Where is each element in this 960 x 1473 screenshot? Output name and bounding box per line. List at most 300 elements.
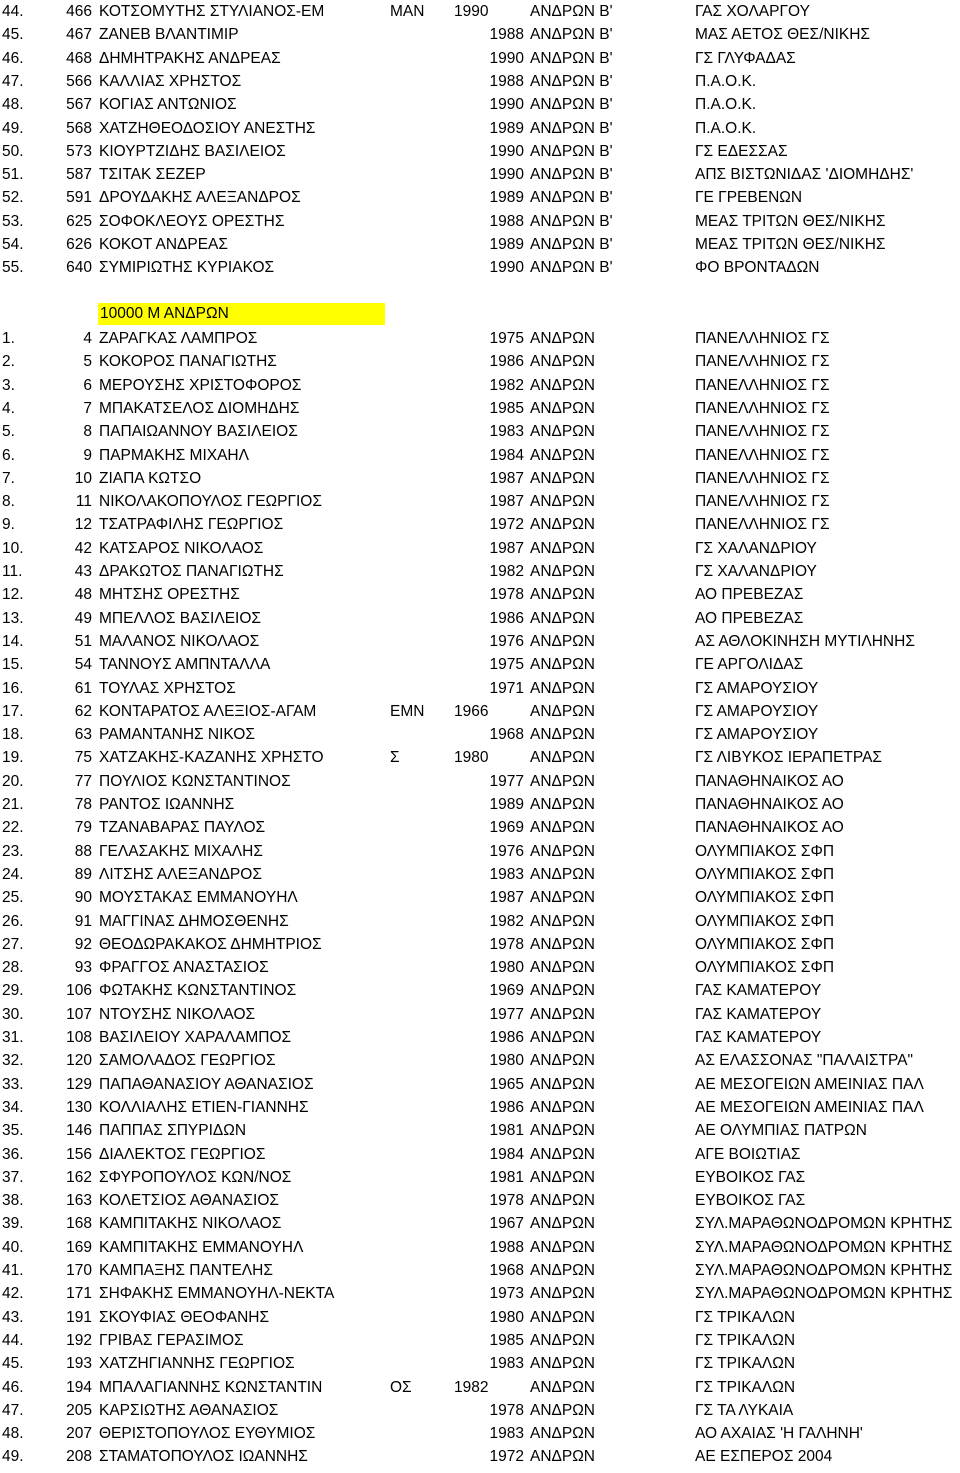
bib-cell: 168 (66, 1215, 92, 1233)
athlete-name-cell: ΚΟΛΕΤΣΙΟΣ ΑΘΑΝΑΣΙΟΣ (99, 1192, 279, 1210)
category-cell: ΑΝΔΡΩΝ (530, 912, 596, 930)
category-cell: ΑΝΔΡΩΝ (530, 749, 596, 767)
bib-cell: 156 (66, 1145, 92, 1163)
table-row (0, 327, 960, 350)
table-row (0, 1073, 960, 1096)
table-row (0, 23, 960, 46)
position-cell: 39. (2, 1215, 24, 1233)
athlete-name-cell: ΧΑΤΖΗΘΕΟΔΟΣΙΟΥ ΑΝΕΣΤΗΣ (99, 119, 316, 137)
bib-cell: 130 (66, 1098, 92, 1116)
position-cell: 14. (2, 632, 24, 650)
athlete-name-cell: ΣΥΜΙΡΙΩΤΗΣ ΚΥΡΙΑΚΟΣ (99, 259, 275, 277)
athlete-name-cell: ΔΗΜΗΤΡΑΚΗΣ ΑΝΔΡΕΑΣ (99, 49, 281, 67)
club-cell: ΓΑΣ ΚΑΜΑΤΕΡΟΥ (695, 1005, 822, 1023)
position-cell: 24. (2, 865, 24, 883)
bib-cell: 120 (66, 1052, 92, 1070)
category-cell: ΑΝΔΡΩΝ (530, 1168, 596, 1186)
club-cell: ΓΣ ΓΛΥΦΑΔΑΣ (695, 49, 796, 67)
table-row (0, 1212, 960, 1235)
position-cell: 27. (2, 935, 24, 953)
year-cell: 1990 (489, 142, 524, 160)
category-cell: ΑΝΔΡΩΝ (530, 679, 596, 697)
athlete-name-cell: ΚΟΚΟΤ ΑΝΔΡΕΑΣ (99, 236, 228, 253)
club-cell: ΓΣ ΑΜΑΡΟΥΣΙΟΥ (695, 679, 819, 697)
athlete-name-cell: ΜΕΡΟΥΣΗΣ ΧΡΙΣΤΟΦΟΡΟΣ (99, 376, 302, 394)
category-cell: ΑΝΔΡΩΝ Β' (530, 3, 613, 20)
position-cell: 2. (2, 353, 15, 371)
category-cell: ΑΝΔΡΩΝ Β' (530, 189, 613, 207)
table-row (0, 1189, 960, 1212)
athlete-name-cell: ΚΟΓΙΑΣ ΑΝΤΩΝΙΟΣ (99, 96, 237, 114)
table-row (0, 233, 960, 256)
year-cell: 1983 (489, 865, 524, 883)
category-cell: ΑΝΔΡΩΝ (530, 1122, 596, 1140)
category-cell: ΑΝΔΡΩΝ (530, 609, 596, 627)
category-cell: ΑΝΔΡΩΝ Β' (530, 49, 613, 67)
table-row (0, 490, 960, 513)
club-cell: ΓΑΣ ΚΑΜΑΤΕΡΟΥ (695, 982, 822, 1000)
club-cell: ΑΕ ΜΕΣΟΓΕΙΩΝ ΑΜΕΙΝΙΑΣ ΠΑΛ (695, 1075, 924, 1093)
club-cell: ΦΟ ΒΡΟΝΤΑΔΩΝ (695, 259, 820, 277)
category-cell: ΑΝΔΡΩΝ (530, 1448, 596, 1466)
athlete-name-cell: ZANEB ΒΛΑΝΤΙΜΙΡ (99, 26, 239, 44)
bib-cell: 192 (66, 1331, 92, 1349)
year-cell: 1976 (489, 842, 524, 860)
year-cell: 1972 (489, 516, 524, 534)
athlete-name-cell: ΡΑΝΤΟΣ ΙΩΑΝΝΗΣ (99, 796, 235, 813)
club-cell: ΣΥΛ.ΜΑΡΑΘΩΝΟΔΡΟΜΩΝ ΚΡΗΤΗΣ (695, 1285, 953, 1303)
bib-cell: 11 (75, 493, 92, 511)
athlete-name-cell: ΤΑΝΝΟΥΣ ΑΜΠΝΤΑΛΛΑ (99, 656, 271, 674)
position-cell: 48. (2, 1425, 24, 1443)
table-row (0, 979, 960, 1002)
athlete-name-cell: ΣΟΦΟΚΛΕΟΥΣ ΟΡΕΣΤΗΣ (99, 212, 285, 230)
position-cell: 44. (2, 1331, 24, 1349)
year-cell: 1983 (489, 423, 524, 441)
bib-cell: 170 (66, 1262, 92, 1279)
year-cell: 1988 (489, 1238, 524, 1256)
table-row (0, 1329, 960, 1352)
athlete-name-cell: ΤΣΑΤΡΑΦΙΛΗΣ ΓΕΩΡΓΙΟΣ (99, 516, 284, 534)
bib-cell: 10 (74, 469, 92, 487)
category-cell: ΑΝΔΡΩΝ Β' (530, 259, 613, 277)
position-cell: 46. (2, 49, 24, 67)
category-cell: ΑΝΔΡΩΝ Β' (530, 72, 613, 90)
bib-cell: 62 (74, 702, 92, 720)
table-row (0, 560, 960, 583)
year-cell: 1987 (489, 539, 524, 557)
table-row (0, 397, 960, 420)
name-overflow-cell: Σ (390, 749, 400, 767)
club-cell: ΠΑΝΕΛΛΗΝΙΟΣ ΓΣ (695, 376, 830, 394)
athlete-name-cell: ΜΠΑΛΑΓΙΑΝΝΗΣ ΚΩΝΣΤΑΝΤΙΝ (99, 1378, 323, 1396)
year-cell: 1986 (489, 1029, 524, 1046)
club-cell: ΓΣ ΧΑΛΑΝΔΡΙΟΥ (695, 563, 817, 580)
position-cell: 55. (2, 259, 24, 277)
position-cell: 47. (2, 1401, 24, 1419)
year-cell: 1982 (489, 563, 524, 580)
club-cell: ΠΑΝΑΘΗΝΑΙΚΟΣ ΑΟ (695, 796, 844, 813)
category-cell: ΑΝΔΡΩΝ (530, 1098, 596, 1116)
table-row (0, 1143, 960, 1166)
club-cell: ΑΟ ΠΡΕΒΕΖΑΣ (695, 586, 804, 604)
table-row (0, 746, 960, 769)
category-cell: ΑΝΔΡΩΝ (530, 865, 596, 883)
club-cell: ΓΑΣ ΚΑΜΑΤΕΡΟΥ (695, 1029, 822, 1046)
club-cell: ΓΕ ΑΡΓΟΛΙΔΑΣ (695, 656, 804, 674)
position-cell: 52. (2, 189, 24, 207)
club-cell: ΑΕ ΕΣΠΕΡΟΣ 2004 (695, 1448, 833, 1466)
table-row (0, 863, 960, 886)
bib-cell: 63 (74, 726, 92, 744)
club-cell: ΠΑΝΑΘΗΝΑΙΚΟΣ ΑΟ (695, 819, 844, 837)
athlete-name-cell: ΧΑΤΖΗΓΙΑΝΝΗΣ ΓΕΩΡΓΙΟΣ (99, 1355, 295, 1373)
bib-cell: 88 (74, 842, 92, 860)
club-cell: ΑΟ ΑΧΑΙΑΣ 'Η ΓΑΛΗΝΗ' (695, 1425, 863, 1443)
athlete-name-cell: ΜΑΓΓΙΝΑΣ ΔΗΜΟΣΘΕΝΗΣ (99, 912, 289, 930)
club-cell: ΠΑΝΕΛΛΗΝΙΟΣ ΓΣ (695, 469, 830, 487)
athlete-name-cell: ΚΑΜΠΑΞΗΣ ΠΑΝΤΕΛΗΣ (99, 1262, 273, 1279)
bib-cell: 4 (83, 330, 92, 347)
category-cell: ΑΝΔΡΩΝ (530, 493, 596, 511)
position-cell: 49. (2, 1448, 24, 1466)
club-cell: ΓΕ ΓΡΕΒΕΝΩΝ (695, 189, 803, 207)
table-row (0, 374, 960, 397)
athlete-name-cell: ΠΑΡΜΑΚΗΣ ΜΙΧΑΗΛ (99, 446, 249, 464)
club-cell: ΠΑΝΕΛΛΗΝΙΟΣ ΓΣ (695, 516, 830, 534)
bib-cell: 591 (66, 189, 92, 207)
club-cell: ΓΣ ΤΡΙΚΑΛΩΝ (695, 1331, 796, 1349)
club-cell: ΕΥΒΟΙΚΟΣ ΓΑΣ (695, 1192, 806, 1210)
athlete-name-cell: ΔΡΟΥΔΑΚΗΣ ΑΛΕΞΑΝΔΡΟΣ (99, 189, 301, 207)
athlete-name-cell: ΣΗΦΑΚΗΣ ΕΜΜΑΝΟΥΗΛ-ΝΕΚΤΑ (99, 1285, 335, 1303)
table-row (0, 467, 960, 490)
year-cell: 1980 (489, 959, 524, 977)
position-cell: 17. (2, 702, 24, 720)
category-cell: ΑΝΔΡΩΝ Β' (530, 142, 613, 160)
year-cell: 1986 (489, 353, 524, 371)
position-cell: 51. (2, 166, 24, 184)
bib-cell: 90 (74, 889, 92, 907)
club-cell: ΟΛΥΜΠΙΑΚΟΣ ΣΦΠ (695, 912, 835, 930)
category-cell: ΑΝΔΡΩΝ (530, 1192, 596, 1210)
athlete-name-cell: ΤΟΥΛΑΣ ΧΡΗΣΤΟΣ (99, 679, 236, 697)
club-cell: ΕΥΒΟΙΚΟΣ ΓΑΣ (695, 1168, 806, 1186)
position-cell: 3. (2, 376, 15, 394)
category-cell: ΑΝΔΡΩΝ (530, 539, 596, 557)
position-cell: 35. (2, 1122, 24, 1140)
bib-cell: 43 (74, 563, 92, 580)
table-row (0, 1026, 960, 1049)
year-cell: 1981 (489, 1168, 524, 1186)
year-cell: 1988 (489, 72, 524, 90)
year-cell: 1990 (489, 96, 524, 114)
position-cell: 32. (2, 1052, 24, 1070)
category-cell: ΑΝΔΡΩΝ (530, 1285, 596, 1303)
bib-cell: 625 (66, 212, 92, 230)
club-cell: ΑΣ ΕΛΑΣΣΟΝΑΣ "ΠΑΛΑΙΣΤΡΑ" (695, 1052, 914, 1070)
athlete-name-cell: ΣΚΟΥΦΙΑΣ ΘΕΟΦΑΝΗΣ (99, 1308, 270, 1326)
athlete-name-cell: ΘΕΡΙΣΤΟΠΟΥΛΟΣ ΕΥΘΥΜΙΟΣ (99, 1425, 316, 1443)
club-cell: ΜΕΑΣ ΤΡΙΤΩΝ ΘΕΣ/ΝΙΚΗΣ (695, 236, 886, 253)
table-row (0, 1236, 960, 1259)
year-cell: 1976 (489, 632, 524, 650)
table-row (0, 513, 960, 536)
bib-cell: 49 (74, 609, 92, 627)
athlete-name-cell: ΦΩΤΑΚΗΣ ΚΩΝΣΤΑΝΤΙΝΟΣ (99, 982, 297, 1000)
club-cell: Π.Α.Ο.Κ. (695, 96, 757, 114)
year-cell: 1971 (489, 679, 524, 697)
year-cell: 1978 (489, 935, 524, 953)
table-row (0, 1049, 960, 1072)
table-row (0, 1003, 960, 1026)
bib-cell: 567 (66, 96, 92, 114)
athlete-name-cell: ΚΟΝΤΑΡΑΤΟΣ ΑΛΕΞΙΟΣ-ΑΓΑΜ (99, 702, 317, 720)
club-cell: ΟΛΥΜΠΙΑΚΟΣ ΣΦΠ (695, 865, 835, 883)
club-cell: ΑΣ ΑΘΛΟΚΙΝΗΣΗ ΜΥΤΙΛΗΝΗΣ (695, 632, 915, 650)
year-cell: 1990 (489, 49, 524, 67)
position-cell: 44. (2, 3, 24, 20)
table-row (0, 910, 960, 933)
position-cell: 26. (2, 912, 24, 930)
position-cell: 36. (2, 1145, 24, 1163)
club-cell: ΑΓΕ ΒΟΙΩΤΙΑΣ (695, 1145, 801, 1163)
category-cell: ΑΝΔΡΩΝ (530, 469, 596, 487)
category-cell: ΑΝΔΡΩΝ (530, 446, 596, 464)
section-title: 10000 Μ ΑΝΔΡΩΝ (98, 303, 385, 325)
position-cell: 54. (2, 236, 24, 253)
category-cell: ΑΝΔΡΩΝ (530, 1052, 596, 1070)
table-row (0, 770, 960, 793)
position-cell: 43. (2, 1308, 24, 1326)
club-cell: Π.Α.Ο.Κ. (695, 119, 757, 137)
bib-cell: 6 (83, 376, 92, 394)
club-cell: ΣΥΛ.ΜΑΡΑΘΩΝΟΔΡΟΜΩΝ ΚΡΗΤΗΣ (695, 1215, 953, 1233)
table-row (0, 1282, 960, 1305)
bib-cell: 79 (74, 819, 92, 837)
table-row (0, 700, 960, 723)
table-row (0, 607, 960, 630)
bib-cell: 106 (66, 982, 92, 1000)
position-cell: 19. (2, 749, 24, 767)
club-cell: ΣΥΛ.ΜΑΡΑΘΩΝΟΔΡΟΜΩΝ ΚΡΗΤΗΣ (695, 1238, 953, 1256)
position-cell: 1. (2, 330, 15, 347)
year-cell: 1990 (489, 166, 524, 184)
category-cell: ΑΝΔΡΩΝ (530, 1029, 596, 1046)
bib-cell: 626 (66, 236, 92, 253)
year-cell: 1989 (489, 236, 524, 253)
athlete-name-cell: ΠΑΠΑΙΩΑΝΝΟΥ ΒΑΣΙΛΕΙΟΣ (99, 423, 298, 441)
year-cell: 1980 (489, 1308, 524, 1326)
bib-cell: 93 (74, 959, 92, 977)
athlete-name-cell: ΡΑΜΑΝΤΑΝΗΣ ΝΙΚΟΣ (99, 726, 255, 744)
position-cell: 33. (2, 1075, 24, 1093)
bib-cell: 7 (83, 399, 92, 417)
bib-cell: 75 (74, 749, 92, 767)
category-cell: ΑΝΔΡΩΝ Β' (530, 96, 613, 114)
position-cell: 23. (2, 842, 24, 860)
club-cell: ΓΣ ΑΜΑΡΟΥΣΙΟΥ (695, 702, 819, 720)
bib-cell: 169 (66, 1238, 92, 1256)
club-cell: Π.Α.Ο.Κ. (695, 72, 757, 90)
position-cell: 25. (2, 889, 24, 907)
athlete-name-cell: ΚΟΤΣΟΜΥΤΗΣ ΣΤΥΛΙΑΝΟΣ-ΕΜ (99, 3, 325, 20)
category-cell: ΑΝΔΡΩΝ (530, 399, 596, 417)
category-cell: ΑΝΔΡΩΝ (530, 1401, 596, 1419)
athlete-name-cell: ΚΟΚΟΡΟΣ ΠΑΝΑΓΙΩΤΗΣ (99, 353, 277, 371)
year-cell: 1987 (489, 889, 524, 907)
table-row (0, 886, 960, 909)
athlete-name-cell: ΚΑΡΣΙΩΤΗΣ ΑΘΑΝΑΣΙΟΣ (99, 1401, 279, 1419)
bib-cell: 61 (74, 679, 92, 697)
table-row (0, 840, 960, 863)
bib-cell: 566 (66, 72, 92, 90)
club-cell: ΜΑΣ ΑΕΤΟΣ ΘΕΣ/ΝΙΚΗΣ (695, 26, 870, 44)
position-cell: 30. (2, 1005, 24, 1023)
club-cell: ΣΥΛ.ΜΑΡΑΘΩΝΟΔΡΟΜΩΝ ΚΡΗΤΗΣ (695, 1262, 953, 1279)
table-row (0, 1306, 960, 1329)
table-row (0, 956, 960, 979)
year-cell: 1973 (489, 1285, 524, 1303)
category-cell: ΑΝΔΡΩΝ (530, 423, 596, 441)
table-row (0, 1422, 960, 1445)
athlete-name-cell: ΚΑΛΛΙΑΣ ΧΡΗΣΤΟΣ (99, 72, 242, 90)
table-row (0, 677, 960, 700)
bib-cell: 9 (83, 446, 92, 464)
category-cell: ΑΝΔΡΩΝ (530, 656, 596, 674)
athlete-name-cell: ΦΡΑΓΓΟΣ ΑΝΑΣΤΑΣΙΟΣ (99, 959, 269, 977)
table-row (0, 653, 960, 676)
category-cell: ΑΝΔΡΩΝ (530, 702, 596, 720)
table-row (0, 816, 960, 839)
bib-cell: 78 (74, 796, 92, 813)
athlete-name-cell: ΜΟΥΣΤΑΚΑΣ ΕΜΜΑΝΟΥΗΛ (99, 889, 298, 907)
club-cell: ΓΣ ΤΡΙΚΑΛΩΝ (695, 1308, 796, 1326)
club-cell: ΟΛΥΜΠΙΑΚΟΣ ΣΦΠ (695, 842, 835, 860)
year-cell: 1978 (489, 586, 524, 604)
position-cell: 48. (2, 96, 24, 114)
bib-cell: 108 (66, 1029, 92, 1046)
year-cell: 1986 (489, 1098, 524, 1116)
club-cell: ΓΣ ΧΑΛΑΝΔΡΙΟΥ (695, 539, 817, 557)
table-row (0, 933, 960, 956)
club-cell: ΠΑΝΕΛΛΗΝΙΟΣ ΓΣ (695, 423, 830, 441)
category-cell: ΑΝΔΡΩΝ (530, 516, 596, 534)
position-cell: 49. (2, 119, 24, 137)
year-cell: 1986 (489, 609, 524, 627)
table-row (0, 1376, 960, 1399)
position-cell: 29. (2, 982, 24, 1000)
club-cell: ΠΑΝΕΛΛΗΝΙΟΣ ΓΣ (695, 493, 830, 511)
category-cell: ΑΝΔΡΩΝ Β' (530, 26, 613, 44)
category-cell: ΑΝΔΡΩΝ (530, 1425, 596, 1443)
athlete-name-cell: ΜΠΑΚΑΤΣΕΛΟΣ ΔΙΟΜΗΔΗΣ (99, 399, 300, 417)
category-cell: ΑΝΔΡΩΝ (530, 796, 596, 813)
club-cell: ΠΑΝΕΛΛΗΝΙΟΣ ΓΣ (695, 330, 830, 347)
bib-cell: 92 (74, 935, 92, 953)
year-cell: 1989 (489, 189, 524, 207)
position-cell: 41. (2, 1262, 24, 1279)
year-cell: 1972 (489, 1448, 524, 1466)
club-cell: ΟΛΥΜΠΙΑΚΟΣ ΣΦΠ (695, 889, 835, 907)
position-cell: 37. (2, 1168, 24, 1186)
category-cell: ΑΝΔΡΩΝ (530, 1262, 596, 1279)
table-row (0, 583, 960, 606)
table-row (0, 1166, 960, 1189)
bib-cell: 48 (74, 586, 92, 604)
name-overflow-cell: ΕΜΝ (390, 702, 425, 720)
bib-cell: 12 (74, 516, 92, 534)
bib-cell: 587 (66, 166, 92, 184)
year-cell: 1969 (489, 819, 524, 837)
club-cell: ΓΣ ΤΑ ΛΥΚΑΙΑ (695, 1401, 794, 1419)
table-row (0, 1399, 960, 1422)
athlete-name-cell: ΜΠΕΛΛΟΣ ΒΑΣΙΛΕΙΟΣ (99, 609, 261, 627)
category-cell: ΑΝΔΡΩΝ (530, 1145, 596, 1163)
athlete-name-cell: ΠΑΠΠΑΣ ΣΠΥΡΙΔΩΝ (99, 1122, 247, 1140)
table-row (0, 444, 960, 467)
athlete-name-cell: ΔΡΑΚΩΤΟΣ ΠΑΝΑΓΙΩΤΗΣ (99, 563, 284, 580)
category-cell: ΑΝΔΡΩΝ (530, 726, 596, 744)
athlete-name-cell: ΛΙΤΣΗΣ ΑΛΕΞΑΝΔΡΟΣ (99, 865, 262, 883)
category-cell: ΑΝΔΡΩΝ (530, 1378, 596, 1396)
year-cell: 1988 (489, 26, 524, 44)
athlete-name-cell: ΣΑΜΟΛΑΔΟΣ ΓΕΩΡΓΙΟΣ (99, 1052, 276, 1070)
athlete-name-cell: ΖΙΑΠΑ ΚΩΤΣΟ (99, 469, 202, 487)
table-row (0, 420, 960, 443)
year-cell: 1982 (489, 376, 524, 394)
athlete-name-cell: ΝΙΚΟΛΑΚΟΠΟΥΛΟΣ ΓΕΩΡΓΙΟΣ (99, 493, 322, 511)
bib-cell: 205 (66, 1401, 92, 1419)
table-row (0, 93, 960, 116)
position-cell: 28. (2, 959, 24, 977)
athlete-name-cell: ΚΑΜΠΙΤΑΚΗΣ ΝΙΚΟΛΑΟΣ (99, 1215, 282, 1233)
table-row (0, 350, 960, 373)
table-row (0, 70, 960, 93)
year-cell: 1982 (489, 912, 524, 930)
year-cell: 1980 (489, 1052, 524, 1070)
table-row (0, 210, 960, 233)
position-cell: 10. (2, 539, 24, 557)
position-cell: 50. (2, 142, 24, 160)
year-cell: 1983 (489, 1425, 524, 1443)
year-cell: 1989 (489, 796, 524, 813)
position-cell: 34. (2, 1098, 24, 1116)
position-cell: 5. (2, 423, 15, 441)
bib-cell: 162 (66, 1168, 92, 1186)
position-cell: 9. (2, 516, 15, 534)
table-row (0, 1096, 960, 1119)
year-cell: 1985 (489, 399, 524, 417)
position-cell: 21. (2, 796, 24, 813)
athlete-name-cell: ΘΕΟΔΩΡΑΚΑΚΟΣ ΔΗΜΗΤΡΙΟΣ (99, 935, 322, 953)
athlete-name-cell: ΖΑΡΑΓΚΑΣ ΛΑΜΠΡΟΣ (99, 330, 258, 347)
club-cell: ΠΑΝΕΛΛΗΝΙΟΣ ΓΣ (695, 446, 830, 464)
year-cell: 1980 (454, 749, 489, 767)
bib-cell: 573 (66, 142, 92, 160)
athlete-name-cell: ΣΦΥΡΟΠΟΥΛΟΣ ΚΩΝ/ΝΟΣ (99, 1168, 292, 1186)
position-cell: 45. (2, 26, 24, 44)
year-cell: 1981 (489, 1122, 524, 1140)
year-cell: 1984 (489, 1145, 524, 1163)
position-cell: 40. (2, 1238, 24, 1256)
position-cell: 31. (2, 1029, 24, 1046)
bib-cell: 194 (66, 1378, 92, 1396)
year-cell: 1990 (454, 3, 489, 20)
bib-cell: 163 (66, 1192, 92, 1210)
club-cell: ΠΑΝΕΛΛΗΝΙΟΣ ΓΣ (695, 353, 830, 371)
category-cell: ΑΝΔΡΩΝ (530, 1308, 596, 1326)
